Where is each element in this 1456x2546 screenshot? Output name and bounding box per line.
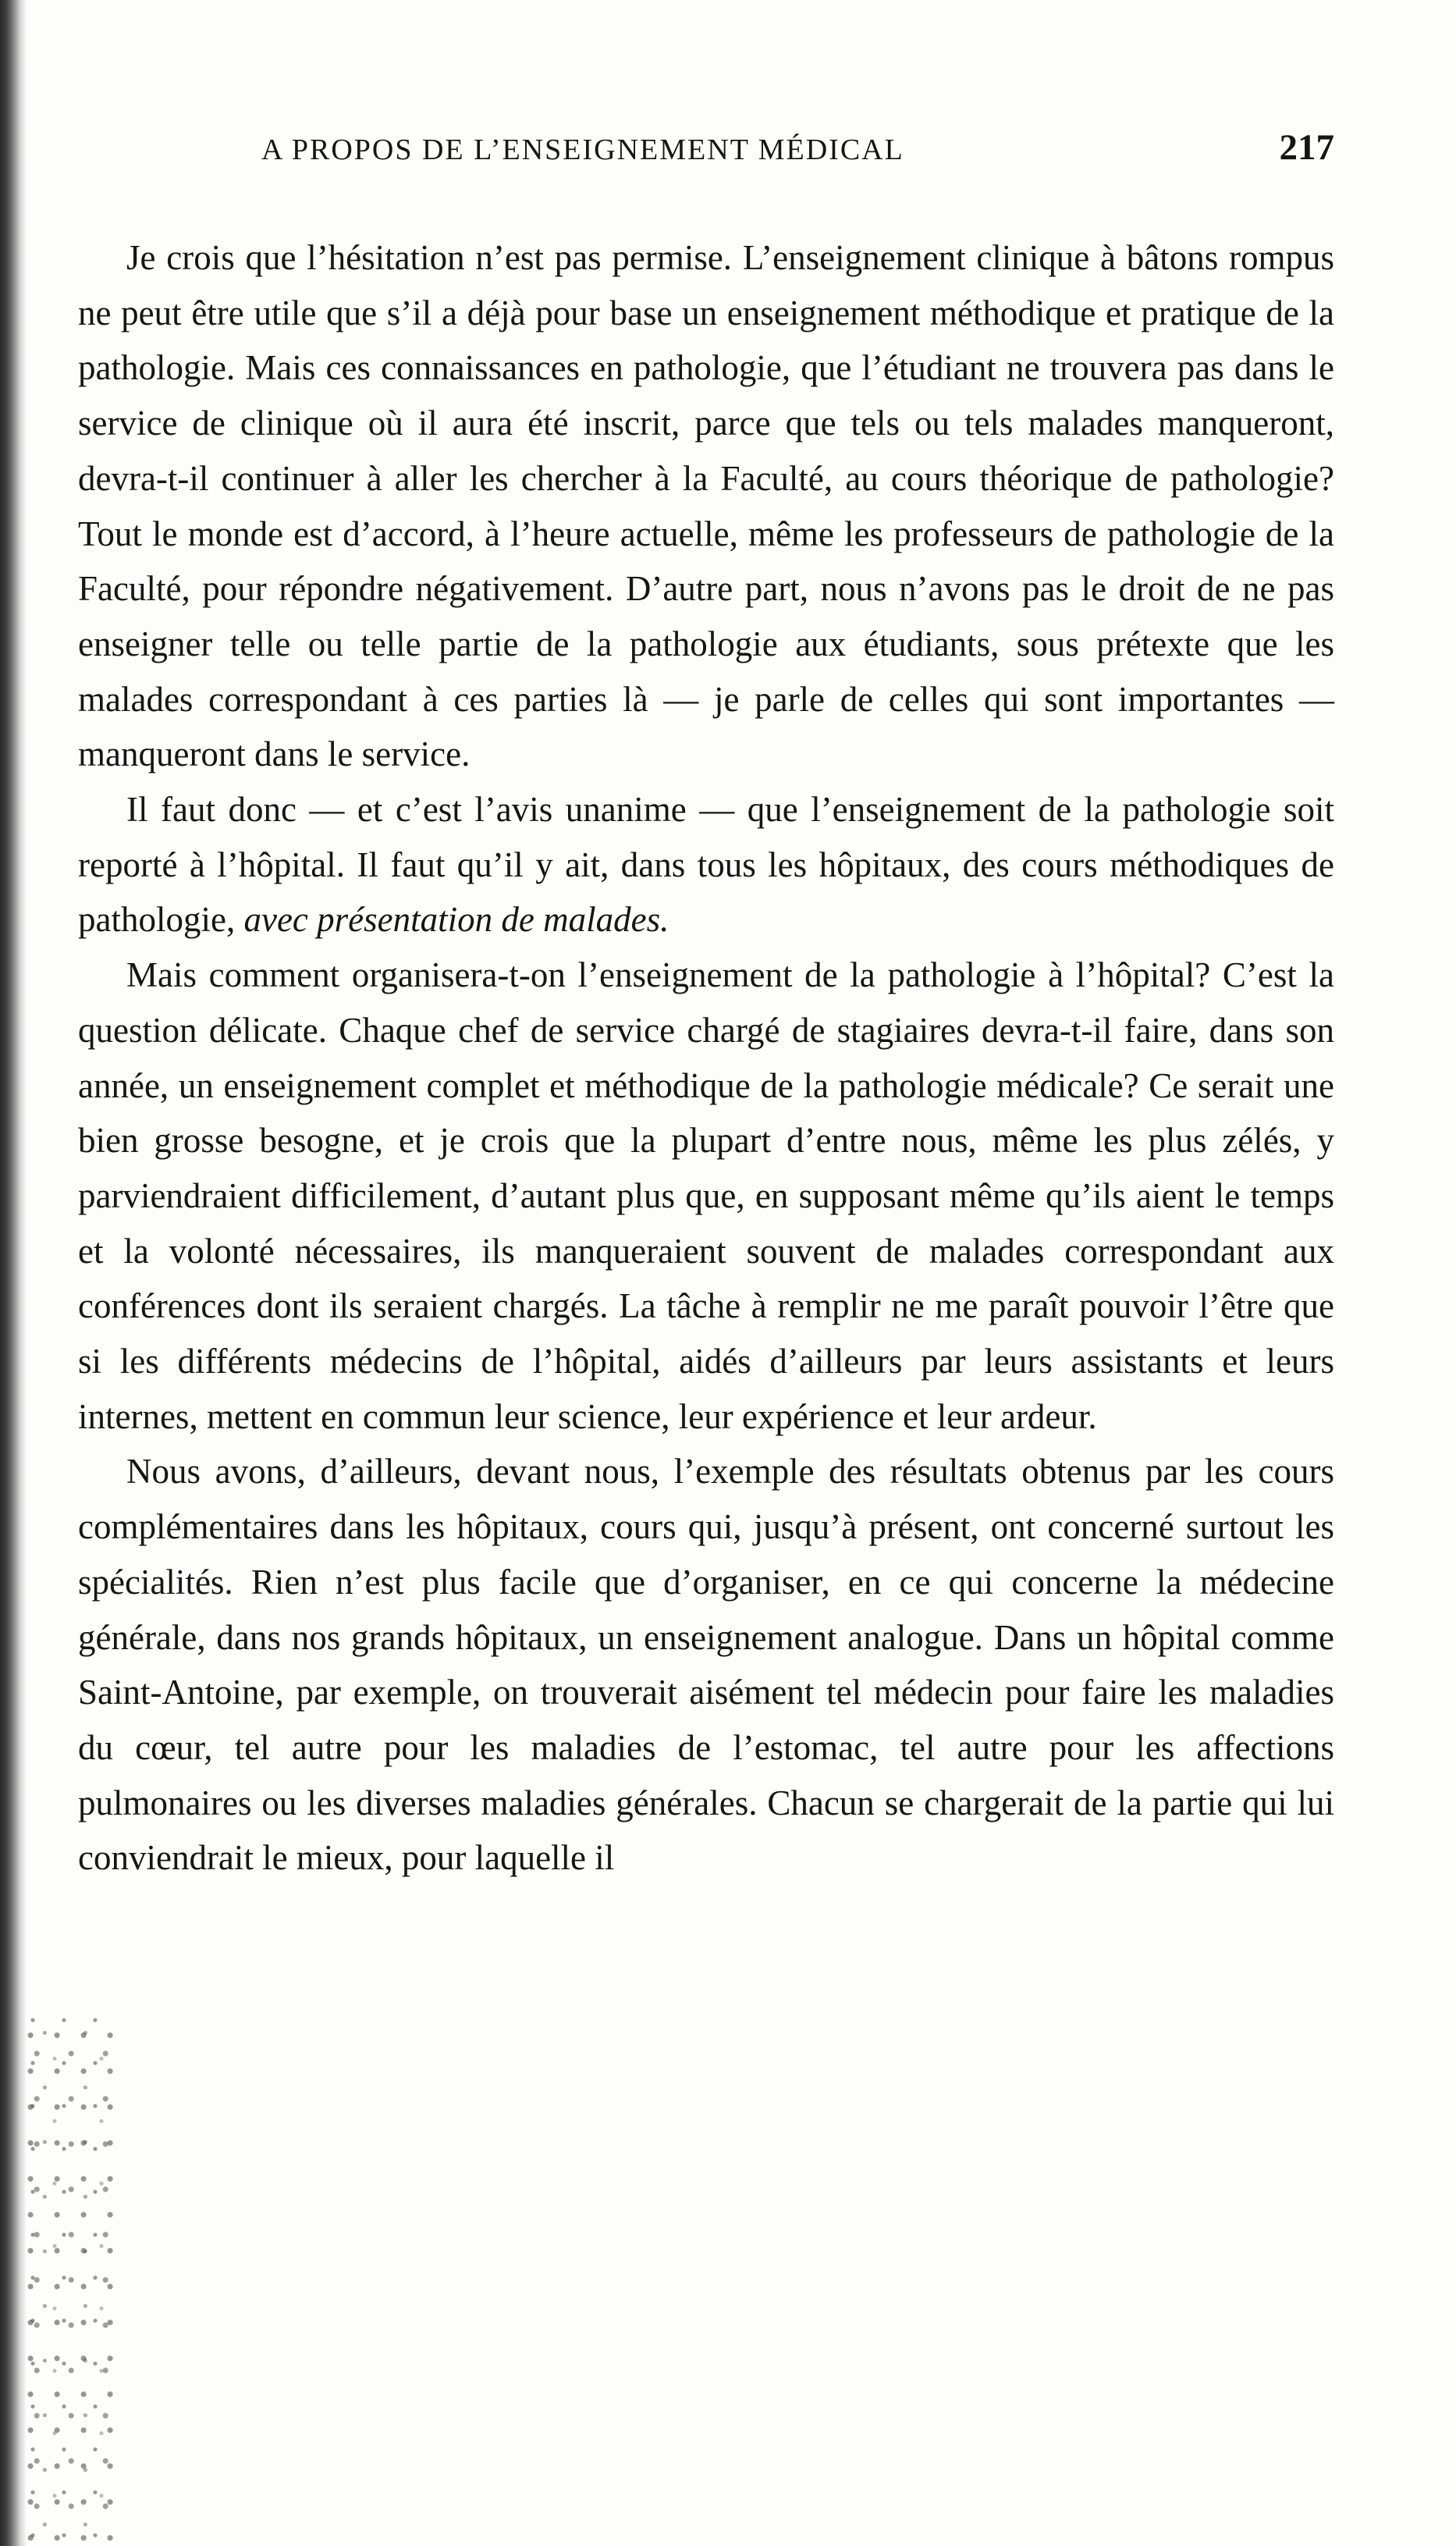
paragraph-4: [78, 1444, 1334, 1886]
paragraph-4-text: Nous avons, d’ailleurs, devant nous, l’exemple des résultats obtenus par les cours complémentaires dans les hôpitaux, cours qui, jusqu’à présent, ont concerné surtout les spécialités. Rien n’est plus facile que d’organiser, en ce qui concerne la médecine générale, dans nos grands hôpitaux, un enseignement analogue. Dans un hôpital comme Saint-Antoine, par exemple, on trouverait aisément tel médecin pour faire les maladies du cœur, tel autre pour les maladies de l’estomac, tel autre pour les affections pulmonaires ou les diverses maladies générales. Chacun se chargerait de la partie qui lui conviendrait le mieux, pour laquelle il: [78, 1452, 1334, 1878]
paragraph-3-text: Mais comment organisera-t-on l’enseignement de la pathologie à l’hôpital? C’est la question délicate. Chaque chef de service chargé de stagiaires devra-t-il faire, dans son année, un enseignement complet et méthodique de la pathologie médicale? Ce serait une bien grosse besogne, et je crois que la plupart d’entre nous, même les plus zélés, y parviendraient difficilement, d’autant plus que, en supposant même qu’ils aient le temps et la volonté nécessaires, ils manqueraient souvent de malades correspondant aux conférences dont ils seraient chargés. La tâche à remplir ne me paraît pouvoir l’être que si les différents médecins de l’hôpital, aidés d’ailleurs par leurs assistants et leurs internes, mettent en commun leur science, leur expérience et leur ardeur.: [78, 955, 1334, 1436]
scan-artifacts: [27, 2014, 120, 2546]
main-text: [78, 230, 1334, 1886]
page-header: [117, 127, 1334, 180]
paragraph-2: [78, 782, 1334, 948]
paragraph-1-text: Je crois que l’hésitation n’est pas permise. L’enseignement clinique à bâtons rompus ne peut être utile que s’il a déjà pour base un enseignement méthodique et pratique de la pathologie. Mais ces connaissances en pathologie, que l’étudiant ne trouvera pas dans le service de clinique où il aura été inscrit, parce que tels ou tels malades manqueront, devra-t-il continuer à aller les chercher à la Faculté, au cours théorique de pathologie? Tout le monde est d’accord, à l’heure actuelle, même les professeurs de pathologie de la Faculté, pour répondre négativement. D’autre part, nous n’avons pas le droit de ne pas enseigner telle ou telle partie de la pathologie aux étudiants, sous prétexte que les malades correspondant à ces parties là — je parle de celles qui sont importantes — manqueront dans le service.: [78, 238, 1334, 774]
paragraph-2-emphasis: avec présentation de malades.: [243, 900, 669, 940]
paragraph-3: [78, 948, 1334, 1444]
running-title: A PROPOS DE L’ENSEIGNEMENT MÉDICAL: [261, 133, 904, 166]
page-number: 217: [1279, 127, 1334, 168]
paragraph-2-text: Il faut donc — et c’est l’avis unanime — que l’enseignement de la pathologie soit reporté à l’hôpital. Il faut qu’il y ait, dans tous les hôpitaux, des cours méthodiques de pathologie,: [78, 790, 1334, 940]
scanned-page-edge: [0, 0, 27, 2546]
paragraph-1: [78, 230, 1334, 782]
